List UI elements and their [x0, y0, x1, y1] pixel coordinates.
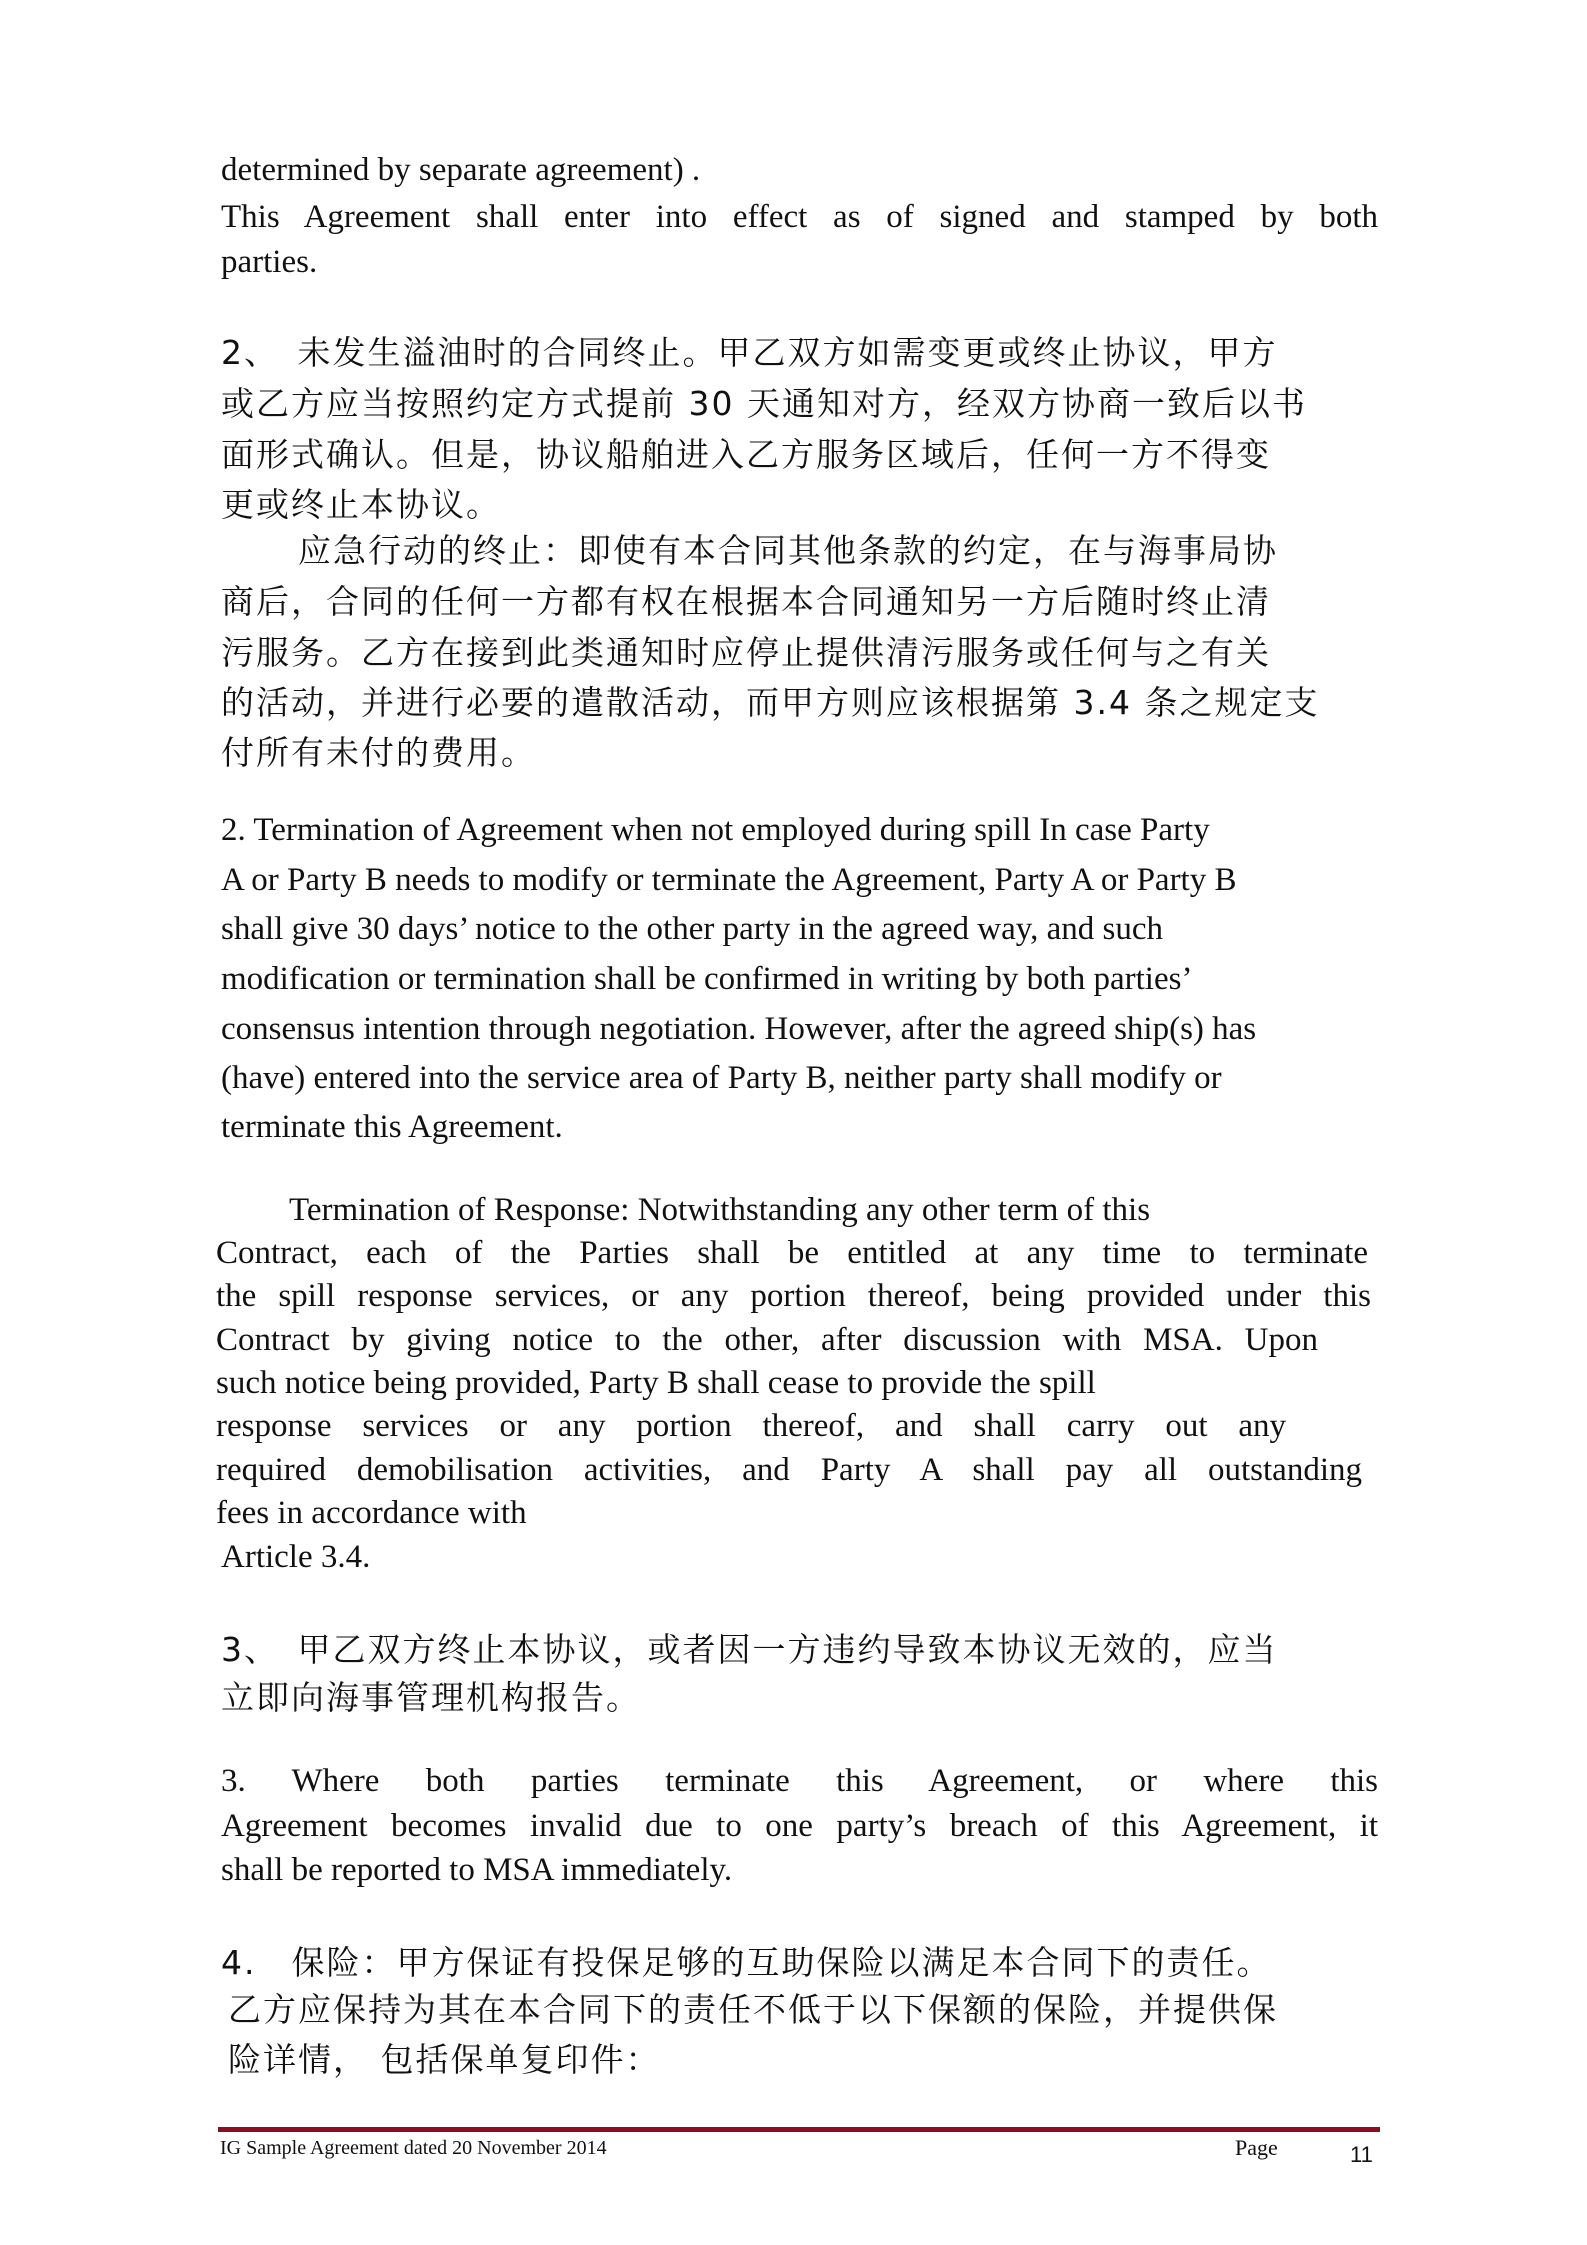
footer-page-number: 11: [1350, 2142, 1373, 2167]
en2b-line-8: fees in accordance with: [216, 1495, 527, 1531]
en3-line-3: shall be reported to MSA immediately.: [221, 1852, 733, 1888]
en2b-line-4: Contract by giving notice to the other, after discussion with MSA. Upon: [216, 1322, 1318, 1358]
cn2-line-3: 面形式确认。但是，协议船舶进入乙方服务区域后，任何一方不得变: [221, 435, 1271, 474]
footer-rule: [218, 2127, 1380, 2132]
p0-line-3: parties.: [221, 244, 318, 280]
cn2b-line-1: 应急行动的终止：即使有本合同其他条款的约定，在与海事局协: [298, 531, 1278, 570]
en3-line-1: 3. Where both parties terminate this Agreement, or where this: [221, 1763, 1378, 1799]
cn3-line-2: 立即向海事管理机构报告。: [221, 1678, 641, 1717]
cn2-line-1: 2、 未发生溢油时的合同终止。甲乙双方如需变更或终止协议，甲方: [221, 333, 1278, 372]
cn2b-line-3: 污服务。乙方在接到此类通知时应停止提供清污服务或任何与之有关: [221, 633, 1271, 672]
en2b-line-9: Article 3.4.: [221, 1539, 371, 1575]
cn2-line-2: 或乙方应当按照约定方式提前 30 天通知对方，经双方协商一致后以书: [221, 384, 1307, 423]
p0-line-1: determined by separate agreement) .: [221, 152, 701, 188]
cn4-line-1: 4. 保险：甲方保证有投保足够的互助保险以满足本合同下的责任。: [221, 1943, 1272, 1982]
cn4-line-2: 乙方应保持为其在本合同下的责任不低于以下保额的保险，并提供保: [228, 1990, 1278, 2029]
en2-line-5: consensus intention through negotiation. However, after the agreed ship(s) has: [221, 1011, 1257, 1047]
en2-line-7: terminate this Agreement.: [221, 1109, 563, 1145]
en2-line-1: 2. Termination of Agreement when not employed during spill In case Party: [221, 812, 1210, 848]
cn3-line-1: 3、 甲乙双方终止本协议，或者因一方违约导致本协议无效的，应当: [221, 1630, 1278, 1669]
cn2-line-4: 更或终止本协议。: [221, 485, 501, 524]
en2b-line-2: Contract, each of the Parties shall be entitled at any time to terminate: [216, 1235, 1368, 1271]
en2-line-2: A or Party B needs to modify or terminate the Agreement, Party A or Party B: [221, 862, 1237, 898]
en3-line-2: Agreement becomes invalid due to one party’s breach of this Agreement, it: [221, 1808, 1378, 1844]
cn2b-line-4: 的活动，并进行必要的遣散活动，而甲方则应该根据第 3.4 条之规定支: [221, 683, 1320, 722]
cn4-line-3: 险详情， 包括保单复印件：: [228, 2040, 661, 2079]
en2b-line-3: the spill response services, or any portion thereof, being provided under this: [216, 1278, 1371, 1314]
en2-line-3: shall give 30 days’ notice to the other party in the agreed way, and such: [221, 911, 1164, 947]
cn2b-line-5: 付所有未付的费用。: [221, 733, 536, 772]
en2-line-6: (have) entered into the service area of Party B, neither party shall modify or: [221, 1060, 1222, 1096]
footer-title: IG Sample Agreement dated 20 November 2014: [220, 2137, 607, 2159]
cn2b-line-2: 商后，合同的任何一方都有权在根据本合同通知另一方后随时终止清: [221, 582, 1271, 621]
p0-line-2: This Agreement shall enter into effect as of signed and stamped by both: [221, 199, 1378, 235]
en2b-line-1: Termination of Response: Notwithstanding any other term of this: [289, 1192, 1151, 1228]
en2b-line-5: such notice being provided, Party B shall cease to provide the spill: [216, 1365, 1096, 1401]
footer-page-label: Page: [1235, 2135, 1278, 2160]
en2b-line-6: response services or any portion thereof, and shall carry out any: [216, 1408, 1286, 1444]
en2b-line-7: required demobilisation activities, and Party A shall pay all outstanding: [216, 1452, 1362, 1488]
en2-line-4: modification or termination shall be confirmed in writing by both parties’: [221, 961, 1193, 997]
